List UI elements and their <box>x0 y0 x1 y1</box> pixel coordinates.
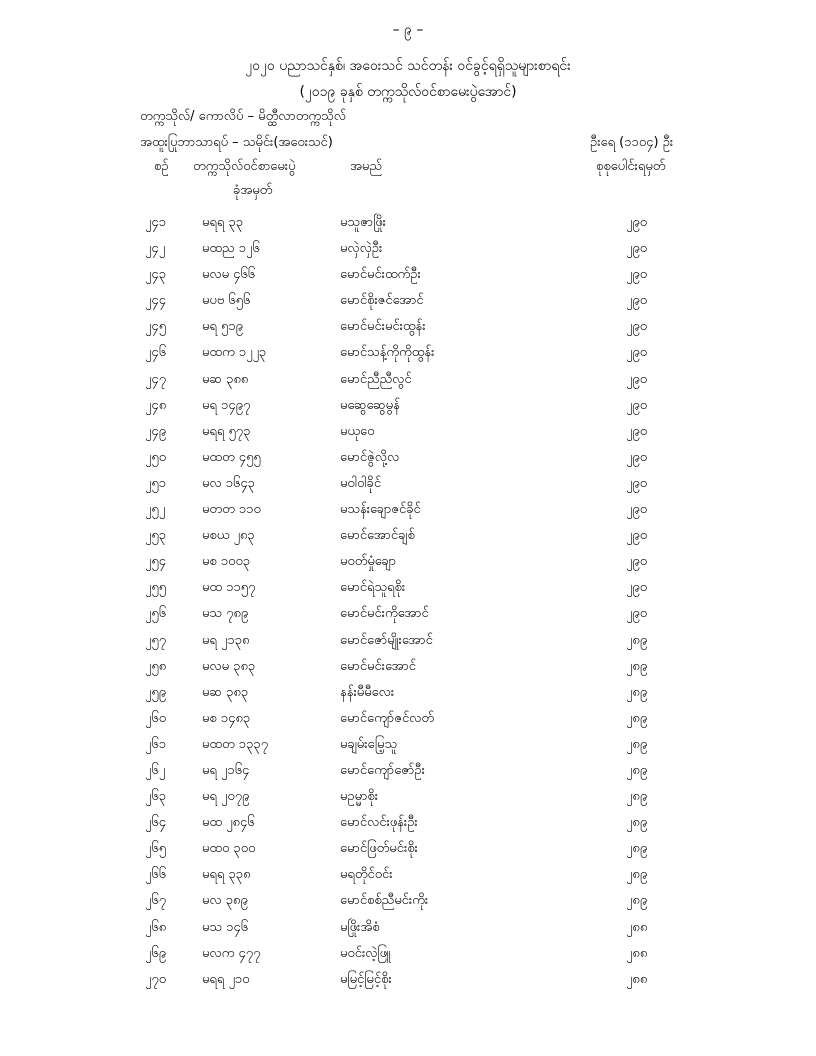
table-row <box>0 734 816 760</box>
name-cell: မသန်းချောဇင်ခိုင် <box>340 502 421 518</box>
name-cell: မောင်ရဲသူရစိုး <box>340 580 406 596</box>
score-cell: ၂၉၀ <box>626 267 648 283</box>
serial-cell: ၂၆၁ <box>145 736 167 752</box>
name-cell: မဝတ်မှုံချော <box>340 554 397 570</box>
serial-cell: ၂၅၁ <box>145 475 167 491</box>
score-cell: ၂၈၉ <box>626 762 648 778</box>
score-cell: ၂၉၀ <box>626 528 648 544</box>
table-row <box>0 447 816 473</box>
roll-cell: မထက ၁၂၂၃ <box>202 345 267 361</box>
score-cell: ၂၉၀ <box>626 606 648 622</box>
column-header-roll: တက္ကသိုလ်ဝင်စာမေးပွဲ <box>193 159 296 174</box>
name-cell: မောင်စစ်ညီမင်းကိုး <box>340 893 429 909</box>
roll-cell: မရရ ၃၃၈ <box>202 867 251 883</box>
score-cell: ၂၈၉ <box>626 632 648 648</box>
name-cell: မမြင့်မြင့်စိုး <box>340 971 392 987</box>
table-row <box>0 473 816 499</box>
score-cell: ၂၈၉ <box>626 736 648 752</box>
table-row <box>0 682 816 708</box>
name-cell: မဝင်းလဲ့ဖြူ <box>340 945 391 961</box>
name-cell: မောင်မင်းထက်ဦး <box>340 267 421 283</box>
roll-cell: မရ ၅၁၉ <box>202 319 243 335</box>
serial-cell: ၂၆၃ <box>145 789 167 805</box>
table-row <box>0 264 816 290</box>
name-cell: မဥမ္မာစိုး <box>340 789 379 805</box>
table-row <box>0 917 816 943</box>
score-cell: ၂၉၀ <box>626 371 648 387</box>
score-cell: ၂၈၉ <box>626 658 648 674</box>
serial-cell: ၂၄၈ <box>145 397 167 413</box>
table-row <box>0 708 816 734</box>
serial-cell: ၂၄၁ <box>145 215 167 230</box>
table-row <box>0 395 816 421</box>
roll-cell: မလ ၁၆၄၃ <box>202 475 255 491</box>
table-row <box>0 864 816 890</box>
name-cell: နန်းမီမီလေး <box>340 684 395 700</box>
score-cell: ၂၉၀ <box>626 345 648 361</box>
name-cell: မောင်သန့်ကိုကိုထွန်း <box>340 345 435 361</box>
serial-cell: ၂၆၄ <box>145 815 167 831</box>
roll-cell: မရ ၂၀၇၉ <box>202 789 250 805</box>
name-cell: မရတိုင်ဝင်း <box>340 867 393 883</box>
roll-cell: မထတ ၁၃၃၇ <box>202 736 269 752</box>
serial-cell: ၂၅၈ <box>145 658 167 674</box>
table-row <box>0 943 816 969</box>
serial-cell: ၂၄၅ <box>145 319 167 335</box>
name-cell: မောင်ကျော်ဇော်ဦး <box>340 762 425 778</box>
serial-cell: ၂၅၅ <box>145 580 167 596</box>
roll-cell: မသ ၁၄၆ <box>202 919 249 935</box>
table-row <box>0 838 816 864</box>
name-cell: မောင်ကျော်ဇင်လတ် <box>340 710 435 726</box>
serial-cell: ၂၆၅ <box>145 841 167 857</box>
total-count-label: ဦးရေ (၁၁၀၄) ဦး <box>590 135 674 150</box>
university-label: တက္ကသိုလ်/ ကောလိပ် – မိတ္ထီလာတက္ကသိုလ် <box>140 109 346 124</box>
table-row <box>0 786 816 812</box>
roll-cell: မစယ ၂၈၃ <box>202 528 255 544</box>
name-cell: မယုဝေ <box>340 423 375 439</box>
score-cell: ၂၈၉ <box>626 867 648 883</box>
name-cell: မလှဲလှဲဦး <box>340 241 383 257</box>
roll-cell: မရ ၂၁၆၄ <box>202 762 250 778</box>
table-row <box>0 212 816 238</box>
score-cell: ၂၈၉ <box>626 710 648 726</box>
name-cell: မောင်မင်းမင်းထွန်း <box>340 319 426 335</box>
table-row <box>0 603 816 629</box>
major-label: အထူးပြုဘာသာရပ် – သမိုင်း(အဝေးသင်) <box>140 135 333 150</box>
score-cell: ၂၈၈ <box>626 945 648 961</box>
roll-cell: မလမ ၃၈၃ <box>202 658 256 674</box>
roll-cell: မထ ၂၈၄၆ <box>202 815 255 831</box>
score-cell: ၂၉၀ <box>626 319 648 335</box>
roll-cell: မထ ၁၁၅၇ <box>202 580 256 596</box>
table-row <box>0 290 816 316</box>
score-cell: ၂၉၀ <box>626 241 648 257</box>
name-cell: မောင်ဇော်မျိုးအောင် <box>340 632 433 648</box>
name-cell: မဝါဝါခိုင် <box>340 475 382 491</box>
score-cell: ၂၉၀ <box>626 397 648 413</box>
serial-cell: ၂၆၀ <box>145 710 167 726</box>
roll-cell: မသ ၇၈၉ <box>202 606 249 622</box>
score-cell: ၂၉၀ <box>626 580 648 596</box>
table-row <box>0 342 816 368</box>
score-cell: ၂၉၀ <box>626 475 648 491</box>
roll-cell: မဆ ၃၈၈ <box>202 371 249 387</box>
name-cell: မဖြိုးအိစံ <box>340 919 380 935</box>
table-row <box>0 890 816 916</box>
roll-cell: မစ ၁၄၈၃ <box>202 710 251 726</box>
score-cell: ၂၈၉ <box>626 815 648 831</box>
roll-cell: မပဗ ၆၅၆ <box>202 293 251 309</box>
name-cell: မောင်အောင်ချစ် <box>340 528 415 544</box>
serial-cell: ၂၆၉ <box>145 945 167 961</box>
roll-cell: မရ ၁၄၉၇ <box>202 397 251 413</box>
score-cell: ၂၉၀ <box>626 449 648 465</box>
roll-cell: မရရ ၅၇၃ <box>202 423 251 439</box>
score-cell: ၂၈၉ <box>626 789 648 805</box>
serial-cell: ၂၅၂ <box>145 502 166 518</box>
roll-cell: မလက ၄၇၇ <box>202 945 261 961</box>
table-row <box>0 969 816 995</box>
table-row <box>0 760 816 786</box>
table-row <box>0 316 816 342</box>
name-cell: မောင်ဇွဲလို့လ <box>340 449 400 465</box>
serial-cell: ၂၆၆ <box>145 867 167 883</box>
table-row <box>0 812 816 838</box>
table-row <box>0 421 816 447</box>
serial-cell: ၂၅၃ <box>145 528 167 544</box>
score-cell: ၂၉၀ <box>626 554 648 570</box>
roll-cell: မစ ၁၀၀၃ <box>202 554 251 570</box>
roll-cell: မထဝ ၃၀၀ <box>202 841 256 857</box>
table-row <box>0 656 816 682</box>
column-header-score: စုစုပေါင်းရမှတ် <box>596 159 666 174</box>
serial-cell: ၂၅၄ <box>145 554 167 570</box>
table-row <box>0 369 816 395</box>
score-cell: ၂၈၉ <box>626 684 648 700</box>
name-cell: မောင်မင်းကိုအောင် <box>340 606 429 622</box>
score-cell: ၂၉၀ <box>626 502 648 518</box>
score-cell: ၂၈၈ <box>626 919 648 935</box>
table-row <box>0 577 816 603</box>
name-cell: မောင်မင်းအောင် <box>340 658 417 674</box>
serial-cell: ၂၅၀ <box>145 449 167 465</box>
serial-cell: ၂၄၂ <box>145 241 166 257</box>
serial-cell: ၂၆၈ <box>145 919 167 935</box>
roll-cell: မရ ၂၁၃၈ <box>202 632 250 648</box>
serial-cell: ၂၅၆ <box>145 606 167 622</box>
name-cell: မောင်ဖြတ်မင်းစိုး <box>340 841 418 857</box>
roll-cell: မထည ၁၂၆ <box>202 241 260 257</box>
serial-cell: ၂၅၉ <box>145 684 167 700</box>
name-cell: မချမ်းမြေ့သူ <box>340 736 398 752</box>
name-cell: မောင်စိုးဇင်အောင် <box>340 293 424 309</box>
table-row <box>0 630 816 656</box>
score-cell: ၂၈၉ <box>626 893 648 909</box>
score-cell: ၂၉၀ <box>626 423 648 439</box>
roll-cell: မရရ ၃၃ <box>202 215 244 230</box>
page-number: – ၉ – <box>392 22 424 38</box>
score-cell: ၂၉၀ <box>626 293 648 309</box>
score-cell: ၂၈၈ <box>626 971 648 987</box>
serial-cell: ၂၄၆ <box>145 345 167 361</box>
serial-cell: ၂၆၇ <box>145 893 167 909</box>
column-header-serial: စဉ် <box>154 159 169 174</box>
roll-cell: မလမ ၄၆၆ <box>202 267 256 283</box>
name-cell: မောင်ညီညီလွင် <box>340 371 412 387</box>
serial-cell: ၂၄၇ <box>145 371 167 387</box>
document-title: ၂၀၂၀ ပညာသင်နှစ်၊ အဝေးသင် သင်တန်း ဝင်ခွင့်ရရှိသူများစာရင်း <box>245 58 571 74</box>
score-cell: ၂၈၉ <box>626 841 648 857</box>
table-row <box>0 551 816 577</box>
serial-cell: ၂၄၉ <box>145 423 167 439</box>
name-cell: မောင်လင်းဖုန်းဦး <box>340 815 418 831</box>
document-subtitle: (၂၀၁၉ ခုနှစ် တက္ကသိုလ်ဝင်စာမေးပွဲအောင်) <box>299 84 517 100</box>
serial-cell: ၂၅၇ <box>145 632 167 648</box>
roll-cell: မတတ ၁၁၀ <box>202 502 261 518</box>
serial-cell: ၂၄၄ <box>145 293 167 309</box>
name-cell: မဆွေဆွေမွန် <box>340 397 400 413</box>
roll-cell: မရရ ၂၁၀ <box>202 971 250 987</box>
roll-cell: မထတ ၄၅၅ <box>202 449 261 465</box>
table-row <box>0 525 816 551</box>
column-header-name: အမည် <box>350 159 382 174</box>
name-cell: မသူဇာဖြိုး <box>340 215 386 230</box>
results-table <box>0 212 816 995</box>
score-cell: ၂၉၀ <box>626 215 648 230</box>
roll-cell: မလ ၃၈၉ <box>202 893 248 909</box>
serial-cell: ၂၄၃ <box>145 267 167 283</box>
serial-cell: ၂၆၂ <box>145 762 166 778</box>
roll-cell: မဆ ၃၈၃ <box>202 684 249 700</box>
table-row <box>0 499 816 525</box>
column-header-roll-number: ခုံအမှတ် <box>233 183 273 198</box>
table-row <box>0 238 816 264</box>
serial-cell: ၂၇၀ <box>145 971 167 987</box>
